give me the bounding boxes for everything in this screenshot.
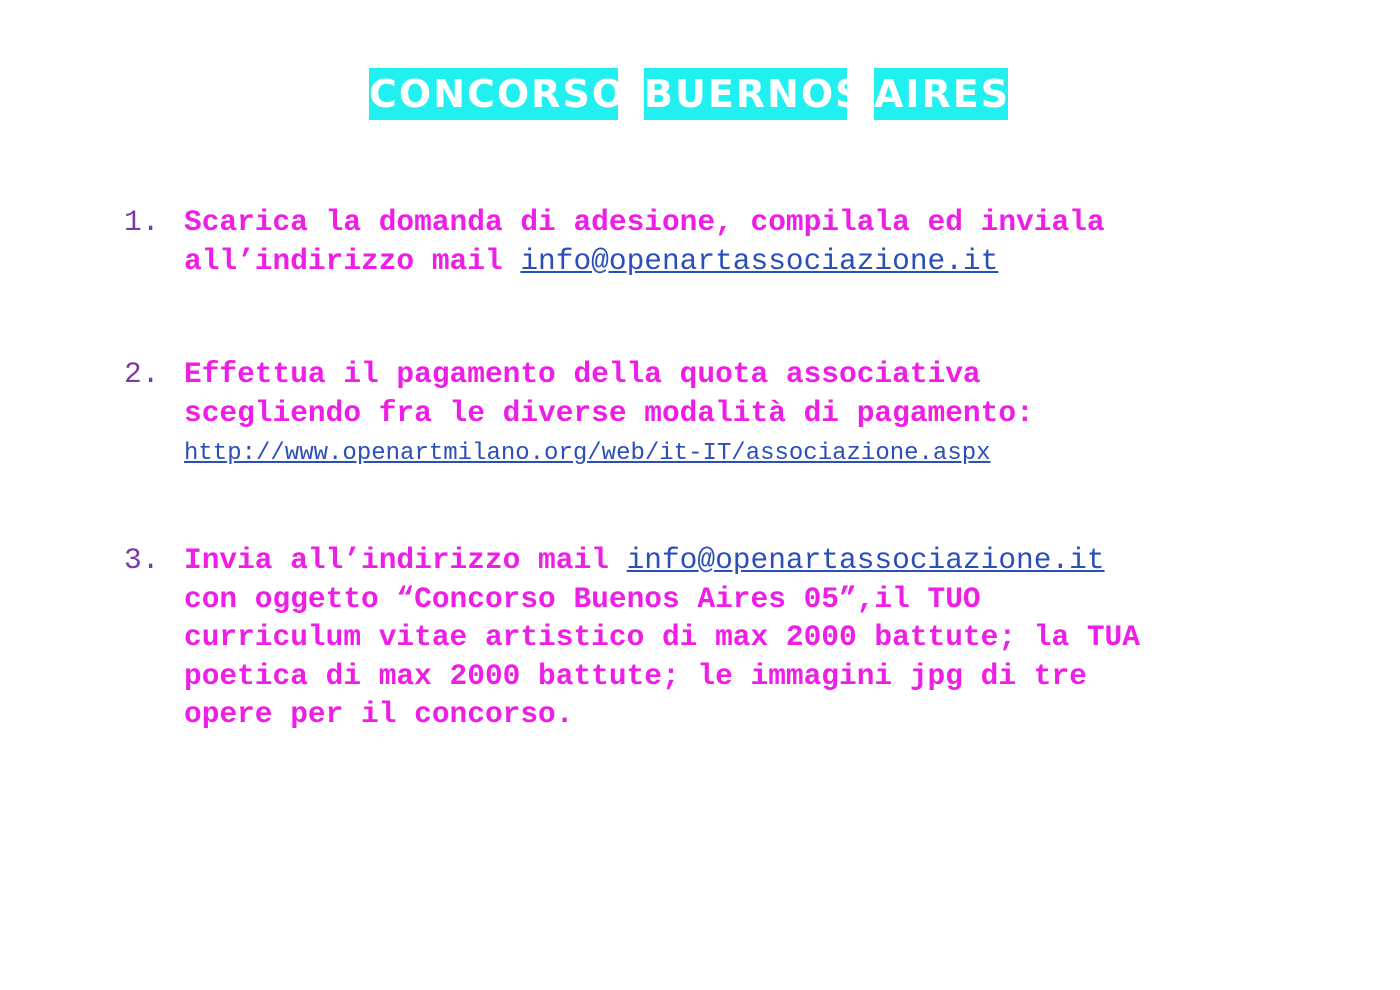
step-text-line: con oggetto “Concorso Buenos Aires 05”,il TUO bbox=[184, 581, 981, 616]
step-number: 2. bbox=[124, 357, 160, 391]
step-text-line bbox=[184, 541, 1284, 580]
title-word-buernos: BUERNOS bbox=[644, 68, 847, 120]
page-title bbox=[0, 68, 1400, 120]
title-word-aires: AIRES bbox=[874, 68, 1008, 120]
email-link[interactable]: info@openartassociazione.it bbox=[626, 543, 1105, 577]
steps-list bbox=[124, 203, 1284, 734]
email-link[interactable]: info@openartassociazione.it bbox=[520, 243, 999, 278]
step-number: 3. bbox=[124, 543, 160, 577]
step-text-line: curriculum vitae artistico di max 2000 battute; la TUA bbox=[184, 620, 1140, 654]
step-text-line: Scarica la domanda di adesione, compilala ed inviala bbox=[184, 205, 1105, 239]
step-text-line: scegliendo fra le diverse modalità di pagamento: bbox=[184, 395, 1034, 430]
step-text: Invia all’indirizzo mail bbox=[184, 543, 627, 577]
step-2 bbox=[124, 355, 1284, 471]
payment-link[interactable]: http://www.openartmilano.org/web/it-IT/associazione.aspx bbox=[184, 440, 991, 467]
title-word-concorso: CONCORSO bbox=[369, 68, 618, 120]
step-3 bbox=[124, 541, 1284, 734]
step-number: 1. bbox=[124, 205, 160, 239]
step-text-line: opere per il concorso. bbox=[184, 697, 574, 731]
step-text-line: Effettua il pagamento della quota associativa bbox=[184, 357, 981, 391]
step-link-line bbox=[184, 432, 1284, 471]
step-text-line: poetica di max 2000 battute; le immagini jpg di tre bbox=[184, 658, 1087, 693]
step-1 bbox=[124, 203, 1284, 280]
step-text-line bbox=[184, 242, 1284, 281]
step-text: all’indirizzo mail bbox=[184, 243, 521, 278]
